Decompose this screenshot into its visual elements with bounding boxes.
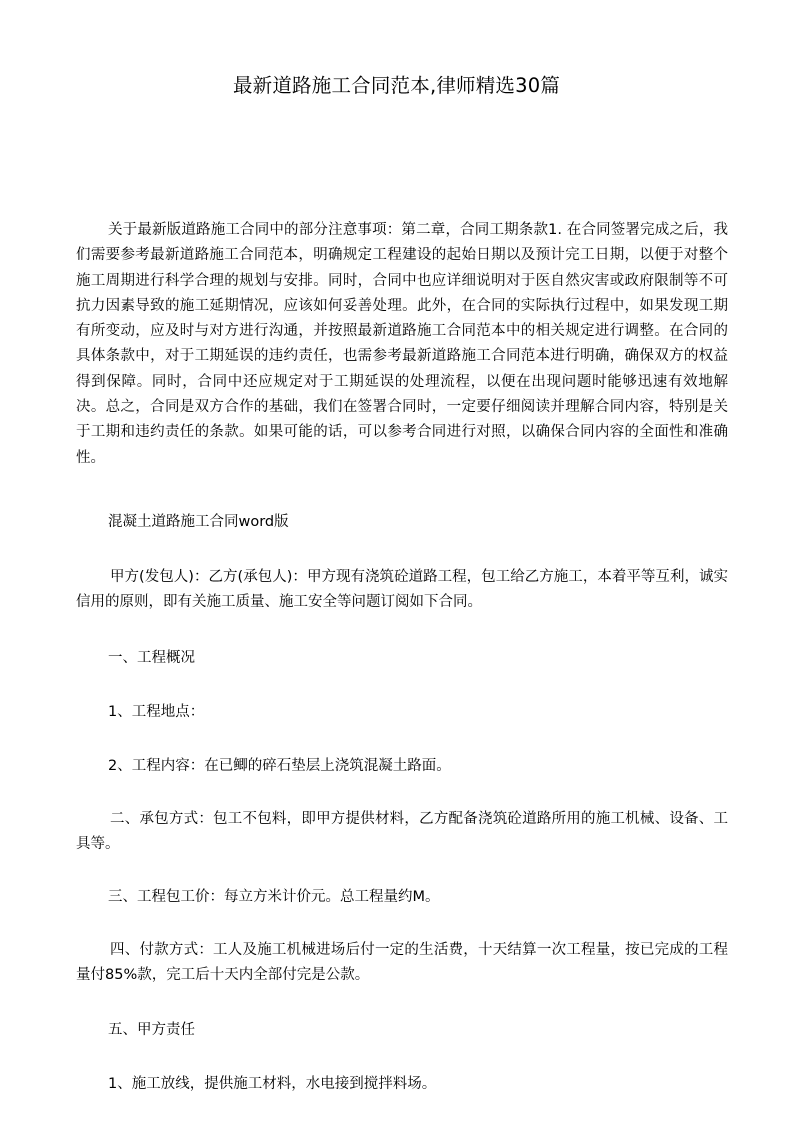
paragraph-contract-mode: 二、承包方式：包工不包料，即甲方提供材料，乙方配备浇筑砼道路所用的施工机械、设备、工具等。 (76, 811, 728, 853)
section-heading-party-a-duties: 五、甲方责任 (108, 1022, 195, 1038)
paragraph-price: 三、工程包工价：每立方米计价元。总工程量约M。 (108, 889, 440, 905)
paragraph-notes: 关于最新版道路施工合同中的部分注意事项：第二章，合同工期条款1. 在合同签署完成之后，我们需要参考最新道路施工合同范本，明确规定工程建设的起始日期以及预计完工日期，以便于对整个施工周期进行科学合理的规划与安排。同时，合同中也应详细说明对于医自然灾害或政府限制等不可抗力因素导致的施工延期情况，应该如何妥善处理。此外，在合同的实际执行过程中，如果发现工期有所变动，应及时与对方进行沟通，并按照最新道路施工合同范本中的相关规定进行调整。在合同的具体条款中，对于工期延误的违约责任，也需参考最新道路施工合同范本进行明确，确保双方的权益得到保障。同时，合同中还应规定对于工期延误的处理流程，以便在出现问题时能够迅速有效地解决。总之，合同是双方合作的基础，我们在签署合同时，一定要仔细阅读并理解合同内容，特别是关于工期和违约责任的条款。如果可能的话，可以参考合同进行对照，以确保合同内容的全面性和准确性。 (76, 222, 728, 466)
section-heading-contract-word: 混凝土道路施工合同word版 (108, 514, 289, 530)
paragraph-location: 1、工程地点： (108, 704, 205, 720)
paragraph-parties: 甲方(发包人)：乙方(承包人)：甲方现有浇筑砼道路工程，包工给乙方施工，本着平等互利，诚实信用的原则，即有关施工质量、施工安全等问题订阅如下合同。 (76, 569, 728, 611)
document-title: 最新道路施工合同范本,律师精选30篇 (232, 74, 561, 97)
paragraph-content: 2、工程内容：在已鲫的碎石垫层上浇筑混凝土路面。 (108, 758, 451, 774)
section-heading-overview: 一、工程概况 (108, 650, 195, 666)
paragraph-duty-1: 1、施工放线，提供施工材料，水电接到搅拌料场。 (108, 1076, 437, 1092)
paragraph-payment: 四、付款方式：工人及施工机械进场后付一定的生活费，十天结算一次工程量，按已完成的工程量付85%款，完工后十天内全部付完是公款。 (76, 942, 728, 984)
